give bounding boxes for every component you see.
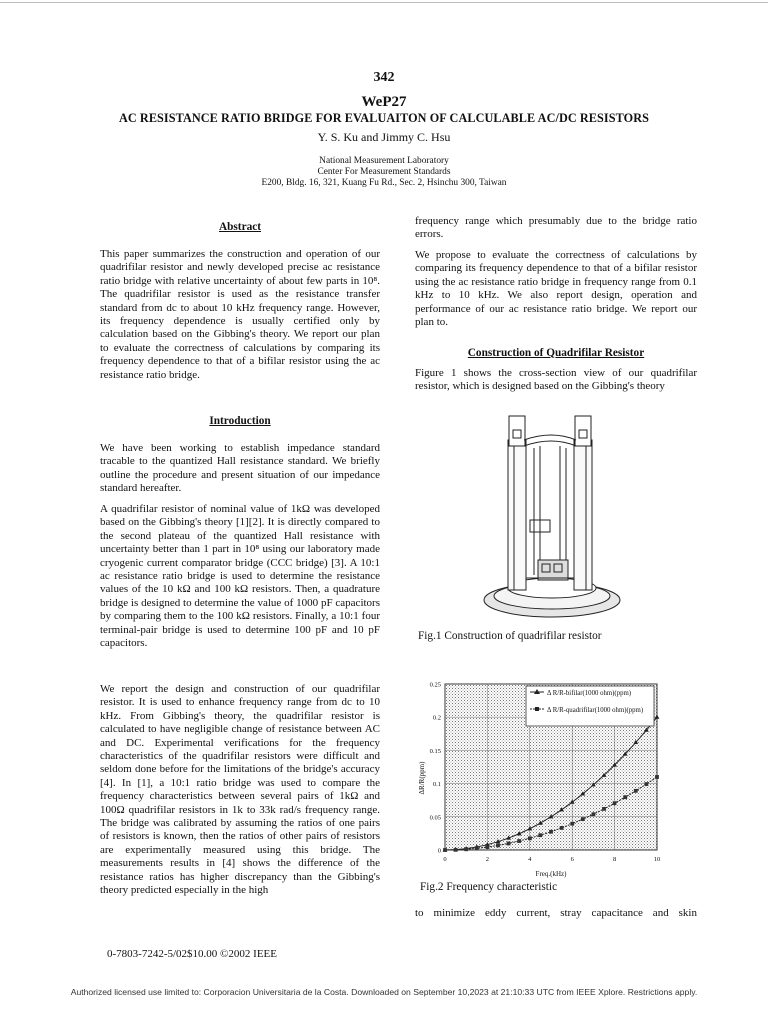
data-point-square (443, 848, 447, 852)
chart-y-label: ΔR/R(ppm) (418, 761, 426, 795)
data-point-square (528, 836, 532, 840)
data-point-square (486, 845, 490, 849)
data-point-square (560, 826, 564, 830)
data-point-square (645, 782, 649, 786)
right-para-continued: frequency range which presumably due to the bridge ratio errors. (415, 215, 697, 241)
x-tick-label: 0 (443, 856, 447, 863)
data-point-square (507, 842, 511, 846)
paper-authors: Y. S. Ku and Jimmy C. Hsu (317, 130, 451, 144)
footer-license: Authorized licensed use limited to: Corporacion Universitaria de la Costa. Downloaded on September 10,2023 at 21:10:33 UTC from IEEE Xplore. Restrictions apply. (70, 987, 698, 997)
y-tick-label: 0.2 (432, 714, 441, 722)
data-point-square (475, 846, 479, 850)
abstract-text: This paper summarizes the construction and operation of our quadrifilar resistor and newly developed precise ac resistance ratio bridge with relative uncertainty of about few parts in 10⁸. The quadrifilar resistor is used as the resistance transfer standard from dc to about 10 kHz frequency range. However, its frequency dependence is usually certified only by calculation based on the Gibbing's theory. We report our plan to evaluate the correctness of calculations by comparing its frequency dependence to that of a bifilar resistor using the ac resistance ratio bridge. (100, 248, 380, 381)
right-para-bottom: to minimize eddy current, stray capacitance and skin (415, 907, 697, 919)
legend-series-2: Δ R/R-quadrifilar(1000 ohm)(ppm) (547, 707, 644, 714)
affiliation-line-2: Center For Measurement Standards (317, 167, 451, 177)
session-code: WeP27 (361, 94, 407, 110)
construction-heading: Construction of Quadrifilar Resistor (467, 347, 645, 359)
intro-paragraph-2: A quadrifilar resistor of nominal value of 1kΩ was developed based on the Gibbing's theory [1][2]. It is directly compared to the second plateau of the quantized Hall resistance with uncertainty better than 1 part in 10⁸ using our laboratory made cryogenic current comparator bridge (CCC bridge) [3]. A 10:1 ac resistance ratio bridge is used to determine the resistance values of the 10 kΩ and 100 kΩ resistors. Then, a quadrature bridge is designed to determine the value of 1000 pF capacitors by comparing them to the 100 kΩ resistors. Finally, a 10:1 four terminal-pair bridge is used to determine 100 pF and 10 pF capacitors. (100, 503, 380, 650)
data-point-square (581, 817, 585, 821)
y-tick-label: 0.15 (429, 747, 441, 755)
x-tick-label: 6 (570, 856, 574, 863)
x-tick-label: 10 (653, 856, 661, 863)
data-point-square (623, 795, 627, 799)
data-point-square (570, 822, 574, 826)
right-para-propose: We propose to evaluate the correctness of calculations by comparing its frequency dependence to that of a bifilar resistor using the ac resistance ratio bridge in frequency range from 0.1 kHz to 10 kHz. We also report design, operation and performance of our ac resistance ratio bridge. We report our plan to. (415, 249, 697, 329)
y-tick-label: 0.05 (429, 814, 441, 822)
page-number: 342 (373, 70, 395, 85)
y-tick-label: 0 (437, 847, 441, 855)
data-point-square (613, 801, 617, 805)
x-tick-label: 2 (485, 856, 490, 863)
footer-isbn: 0-7803-7242-5/02$10.00 ©2002 IEEE (107, 948, 277, 960)
right-para-figure: Figure 1 shows the cross-section view of our quadrifilar resistor, which is designed based on the Gibbing's theory (415, 367, 697, 393)
legend-series-1: Δ R/R-bifilar(1000 ohm)(ppm) (547, 690, 632, 697)
abstract-heading: Abstract (218, 221, 262, 233)
data-point-square (454, 848, 458, 852)
chart-legend (526, 686, 654, 726)
y-tick-label: 0.25 (429, 681, 441, 689)
intro-paragraph-3: We report the design and construction of our quadrifilar resistor. It is used to enhance frequency range from dc to 10 kHz. From Gibbing's theory, the quadrifilar resistor is calculated to have negligible change of resistance between AC and DC. Experimental verifications for the frequency characteristics of the quadrifilar resistors were difficult and seldom done before for the limitations of the bridge's accuracy [4]. In [1], a 10:1 ratio bridge was used to compare the frequency characteristics between several pairs of 1kΩ and 100Ω quadrifilar resistors in 1k to 33k rad/s frequency range. The bridge was calibrated by assuming the ratios of one pairs of resistors is known, then the ratios of other pairs of resistors are experimentally measured using this bridge. The measurements results in [4] shows the difference of the resistance ratios has higher discrepancy than the Gibbing's theory predicted especially in the high (100, 683, 380, 897)
chart-x-label: Freq.(kHz) (535, 870, 567, 878)
data-point-square (602, 807, 606, 811)
y-tick-label: 0.1 (432, 781, 441, 789)
legend-square-marker (535, 707, 539, 711)
data-point-square (634, 789, 638, 793)
introduction-heading: Introduction (209, 415, 271, 427)
data-point-square (592, 812, 596, 816)
figure-2-caption: Fig.2 Frequency characteristic (420, 881, 558, 893)
data-point-square (655, 775, 659, 779)
figure-1-resistor-drawing (478, 410, 626, 622)
figure-2-chart (416, 676, 666, 886)
paper-title: AC RESISTANCE RATIO BRIDGE FOR EVALUAITON OF CALCULABLE AC/DC RESISTORS (118, 111, 650, 125)
x-tick-label: 8 (612, 856, 617, 863)
intro-paragraph-1: We have been working to establish impedance standard tracable to the quantized Hall resistance standard. We briefly outline the procedure and present situation of our impedance standard hereafter. (100, 442, 380, 495)
x-tick-label: 4 (528, 856, 532, 863)
data-point-square (539, 833, 543, 837)
affiliation-line-1: National Measurement Laboratory (319, 156, 449, 166)
affiliation-line-3: E200, Bldg. 16, 321, Kuang Fu Rd., Sec. 2, Hsinchu 300, Taiwan (261, 178, 507, 188)
data-point-square (549, 830, 553, 834)
top-rule (0, 2, 768, 3)
data-point-square (517, 839, 521, 843)
data-point-square (464, 847, 468, 851)
data-point-square (496, 844, 500, 848)
figure-1-caption: Fig.1 Construction of quadrifilar resistor (418, 630, 602, 642)
